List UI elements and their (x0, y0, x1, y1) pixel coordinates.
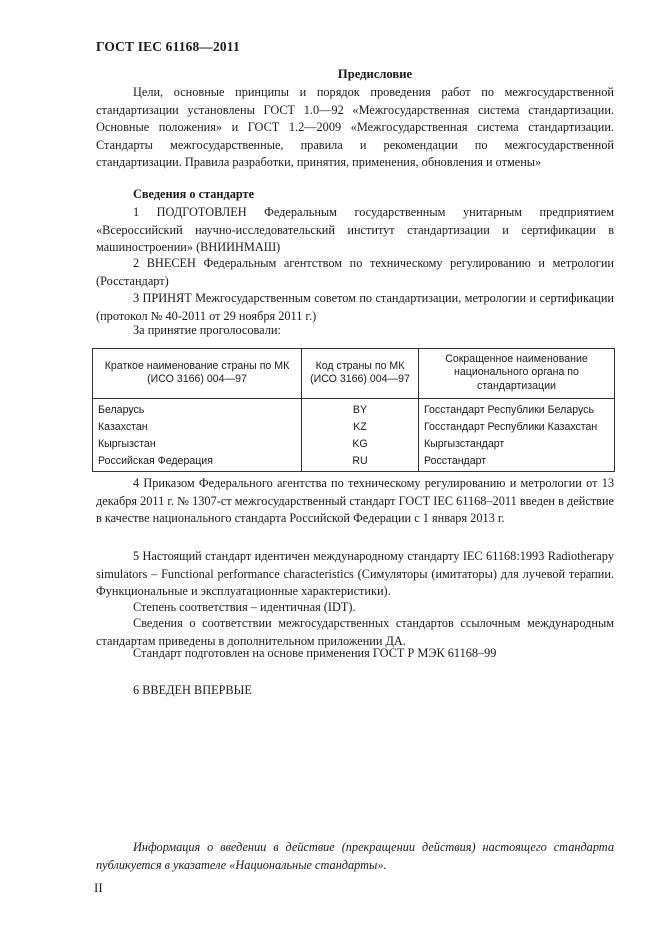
table-header-row (93, 349, 615, 399)
column-header-code: Код страны по МК (ИСО 3166) 004—97 (302, 349, 419, 399)
body-cell: Росстандарт (419, 453, 615, 472)
body-cell: Кыргызстандарт (419, 436, 615, 453)
publication-note: Информация о введении в действие (прекращении действия) настоящего стандарта публикуется в указателе «Национальные стандарты». (96, 840, 614, 872)
code-cell: RU (302, 453, 419, 472)
country-cell: Казахстан (93, 419, 302, 436)
item-4-order: 4 Приказом Федерального агентства по техническому регулированию и метрологии от 13 декабря 2011 г. № 1307-ст межгосударственный стандарт ГОСТ IEC 61168–2011 введен в действие в качестве национального стандарта Российской Федерации с 1 января 2013 г. (96, 476, 614, 526)
column-header-country: Краткое наименование страны по МК (ИСО 3166) 004—97 (93, 349, 302, 399)
country-cell: Российская Федерация (93, 453, 302, 472)
code-cell: KZ (302, 419, 419, 436)
info-heading: Сведения о стандарте (133, 187, 255, 201)
country-cell: Беларусь (93, 399, 302, 420)
table-row (93, 436, 615, 453)
table-row (93, 419, 615, 436)
body-cell: Госстандарт Республики Казахстан (419, 419, 615, 436)
item-1-prepared: 1 ПОДГОТОВЛЕН Федеральным государственным унитарным предприятием «Всероссийский научно-исследовательский институт стандартизации и сертификации в машиностроении» (ВНИИНМАШ) (96, 205, 614, 255)
item-2-submitted: 2 ВНЕСЕН Федеральным агентством по техническому регулированию и метрологии (Росстандарт) (96, 256, 614, 288)
item-3-adopted: 3 ПРИНЯТ Межгосударственным советом по стандартизации, метрологии и сертификации (протокол № 40-2011 от 29 ноября 2011 г.) (96, 291, 614, 323)
annex-reference: Сведения о соответствии межгосударственных стандартов ссылочным международным стандартам приведены в дополнительном приложении ДА. (96, 616, 614, 648)
code-cell: KG (302, 436, 419, 453)
voting-countries-table (92, 348, 615, 472)
page-number: II (94, 880, 103, 895)
section-title: Предисловие (337, 67, 413, 81)
conformity-degree: Степень соответствия – идентичная (IDT). (133, 600, 356, 614)
code-cell: BY (302, 399, 419, 420)
table-row (93, 399, 615, 420)
preface-paragraph: Цели, основные принципы и порядок проведения работ по межгосударственной стандартизации установлены ГОСТ 1.0—92 «Межгосударственная система стандартизации. Основные положения» и ГОСТ 1.2—2009 «Межгосударственная система стандартизации. Стандарты межгосударственные, правила и рекомендации по межгосударственной стандартизации. Правила разработки, принятия, применения, обновления и отмены» (96, 85, 614, 170)
item-5-identical: 5 Настоящий стандарт идентичен международному стандарту IEC 61168:1993 Radiotherapy simulators – Functional performance characteristics (Симуляторы (имитаторы) для лучевой терапии. Функциональные и эксплуатационные характеристики). (96, 549, 614, 599)
table-row (93, 453, 615, 472)
body-cell: Госстандарт Республики Беларусь (419, 399, 615, 420)
item-6-introduced: 6 ВВЕДЕН ВПЕРВЫЕ (133, 683, 252, 697)
voted-label: За принятие проголосовали: (133, 323, 281, 337)
basis-standard: Стандарт подготовлен на основе применения ГОСТ Р МЭК 61168–99 (133, 646, 497, 660)
column-header-body: Сокращенное наименование национального органа по стандартизации (419, 349, 615, 399)
document-header: ГОСТ IEC 61168—2011 (96, 39, 240, 54)
country-cell: Кыргызстан (93, 436, 302, 453)
